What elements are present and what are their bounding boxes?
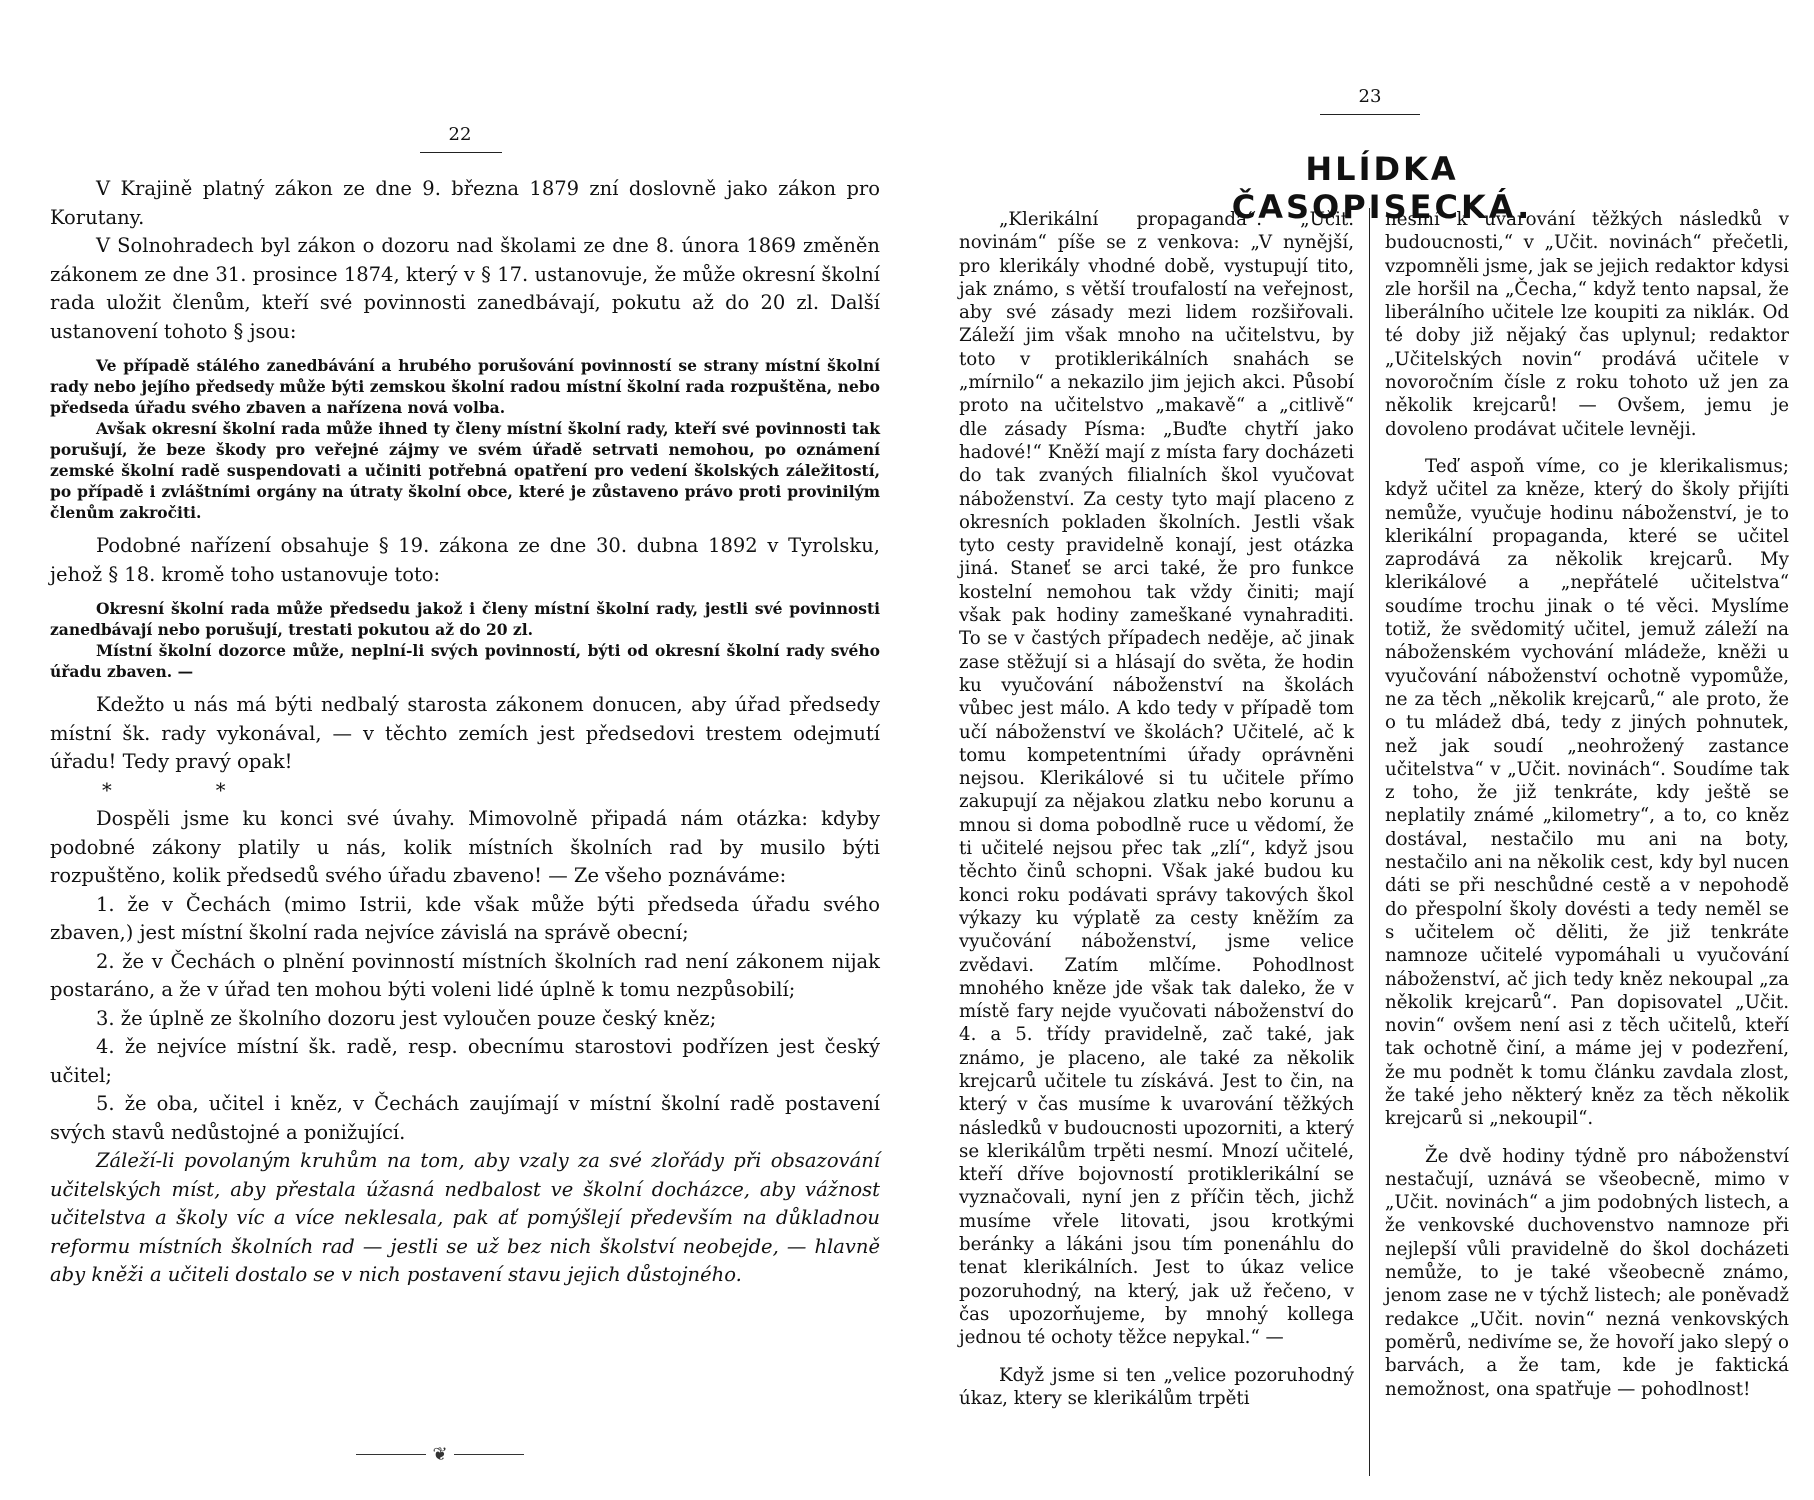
section-title: HLÍDKA ČASOPISECKÁ. (1231, 150, 1533, 226)
page-number-rule (1320, 114, 1420, 115)
paragraph: Že dvě hodiny týdně pro náboženství nestačují, uznává se všeobecně, mimo v „Učit. novinách“ a jim podobných listech, a že venkovské duchovenstvo namnoze při nejlepší vůli pravidelně do škol docházeti nemůže, to je také všeobecně známo, jenom zase ne v týchž listech; ale poněvadž redakce „Učit. novin“ nezná venkovských poměrů, nedivíme se, že hovoří jako slepý o barvách, a že tam, kde je faktická nemožnost, ona spatřuje — pohodlnost! (1385, 1145, 1789, 1400)
paragraph: Dospěli jsme ku konci své úvahy. Mimovolně připadá nám otázka: kdyby podobné zákony platily u nás, kolik místních školních rad by musilo býti rozpuštěno, kolik předsedů svého úřadu zbaveno! — Ze všeho poznáváme: (50, 807, 880, 887)
paragraph: Když jsme si ten „velice pozoruhodný úkaz, ktery se klerikálům trpěti (959, 1364, 1354, 1409)
paragraph: „Klerikální propaganda“. „Učit. novinám“ píše se z venkova: „V nynější, pro klerikály vhodné době, vystupují tito, jak známo, s větší troufalostí na veřejnost, aby své zásady mezi lidem rozšiřovali. Záleží jim však mnoho na učitelstvu, by toto v protiklerikálních snahách se „mírnilo“ a nekazilo jim jejich akci. Působí proto na učitelstvo „makavě“ a „citlivě“ dle zásady Písma: „Buďte chytří jako hadové!“ Kněží mají z místa fary docházeti do tak zvaných filialních škol vyučovat náboženství. Za cesty tyto mají placeno z okresních pokladen školních. Jestli však tyto cesty pravidelně konají, jest otázka jiná. Staneť se arci také, že pro funkce kostelní nemohou tak vždy činiti; mají však pak hodiny zameškané vynahraditi. To se v častých případech neděje, ač jinak zase stěžují si a hlásají do světa, že hodin ku vyučování náboženství na školách vůbec jest málo. A kdo tedy v případě tom učí náboženství ve školách? Učitelé, ač k tomu kompetentními úřady oprávněni nejsou. Klerikálové si tu učitele přímo zakupují za nějakou zlatku nebo korunu a mnou si doma pobodlně ruce u vědomí, že ti učitelé nejsou přec tak „zlí“, když jsou těchto činů schopni. Však jaké budou ku konci roku podávati správy takových škol výkazy ku výplatě za cesty kněžím za vyučování náboženství, jsme velice zvědavi. Zatím mlčíme. Pohodlnost mnohého kněze jde však tak daleko, že v místě fary nejde vyučovati náboženství do 4. a 5. třídy pravidelně, zač také, jak známo, je placeno, ale také za několik krejcarů učitele tu získává. Jest to čin, na který v čas musíme k uvarování těžkých následků v budoucnosti upozorniti, a který se klerikálům trpěti nesmí. Mnozí učitelé, kteří dříve bojovností protiklerikální se vyznačovali, nyní jen z příčin těch, jichž musíme vřele litovati, jsou krotkými beránky a lákáni jsou tím ponenáhlu do tenat klerikálních. Jest to úkaz velice pozoruhodný, na který, jak už řečeno, v čas upozorňujeme, by mnohý kollega jednou té ochoty těžce nepykal.“ — (959, 209, 1354, 1349)
closing-paragraph: Záleží-li povolaným kruhům na tom, aby vzaly za své zlořády při obsazování učitelských míst, aby přestala úžasná nedbalost ve školní docházce, aby vážnost učitelstva a školy víc a více neklesala, pak ať pomýšlejí především na důkladnou reformu místních školních rad — jestli se už bez nich školství neobejde, — hlavně aby kněži a učiteli dostalo se v nich postavení stavu jejich důstojného. (50, 1149, 880, 1286)
quoted-law: Okresní školní rada může předsedu jakož i členy místní školní rady, jestli své povinnosti zanedbávají nebo porušují, trestati pokutou až do 20 zl. (50, 599, 880, 639)
right-page (907, 0, 1814, 1500)
paragraph: Teď aspoň víme, co je klerikalismus; když učitel za kněze, který do školy přijíti nemůže, vyučuje hodinu náboženství, je to klerikální propaganda, které se učitel zaprodává za několik krejcarů. My klerikálové a „nepřátelé učitelstva“ soudíme trochu jinak o té věci. Myslíme totiž, že svědomitý učitel, jemuž záleží na náboženském vychování mládeže, kněži u vyučování náboženství ochotně vypomůže, ne za těch „několik krejcarů,“ ale proto, že o tu mládež dbá, tedy z jiných pohnutek, než jak soudí „neohrožený zastance učitelstva“ v „Učit. novinách“. Soudíme tak z toho, že již tenkráte, kdy ještě se neplatily známé „kilometry“, a to, co kněz dostával, nestačilo mu ani na boty, nestačilo ani na několik cest, kdy byl nucen dáti se při neschůdné cestě a v nepohodě do přespolní školy dovésti a tedy neměl se s učitelem oč děliti, že již tenkráte namnoze učitelé vypomáhali u vyučování náboženství, ač jich tedy kněz nekoupal „za několik krejcarů“. Pan dopisovatel „Učit. novin“ ovšem není asi z těch učitelů, kteří tak ochotně činí, a máme jej v podezření, že mu podnět k tomu článku zavdala zlost, že také jeho některý kněz za těch několik krejcarů si „nekoupil“. (1385, 455, 1789, 1130)
column-left (959, 208, 1354, 1410)
paragraph: nesmí k uvarování těžkých následků v budoucnosti,“ v „Učit. novinách“ přečetli, vzpomněli jsme, jak se jejich redaktor kdysi zle horšil na „Čecha,“ když tento napsal, že liberálního učitele lze koupiti za nikláк. Od té doby již nějaký čas uplynul; redaktor „Učitelských novin“ prodává učitele v novoročním čísle z roku tohoto už jen za několik krejcarů! — Ovšem, jemu je dovoleno prodávat učitele levněji. (1385, 209, 1789, 440)
list-item: 3. že úplně ze školního dozoru jest vyloučen pouze český kněz; (96, 1006, 717, 1030)
paragraph: V Krajině platný zákon ze dne 9. března 1879 zní doslovně jako zákon pro Korutany. (50, 177, 880, 229)
page-number-left: 22 (448, 124, 472, 145)
list-item: 4. že nejvíce místní šk. radě, resp. obecnímu starostovi podřízen jest český učitel; (50, 1035, 880, 1087)
column-divider (1369, 208, 1370, 1476)
paragraph: V Solnohradech byl zákon o dozoru nad školami ze dne 8. února 1869 změněn zákonem ze dne 31. prosince 1874, který v § 17. ustanovuje, že může okresní školní rada uložit členům, kteří své povinnosti zanedbávají, pokutu až do 20 zl. Další ustanovení tohoto § jsou: (50, 234, 880, 343)
paragraph: Podobné nařízení obsahuje § 19. zákona ze dne 30. dubna 1892 v Tyrolsku, jehož § 18. kromě toho ustanovuje toto: (50, 534, 880, 586)
fleuron-icon: ❦ (432, 1443, 448, 1465)
left-body (50, 175, 880, 1290)
page-number-rule (420, 152, 502, 153)
list-item: 5. že oba, učitel i kněz, v Čechách zaujímají v místní školní radě postavení svých stavů nedůstojné a ponižující. (50, 1092, 880, 1144)
quoted-law: Místní školní dozorce může, neplní-li svých povinností, býti od okresní školní rady svého úřadu zbaven. — (50, 641, 880, 681)
quoted-law: Avšak okresní školní rada může ihned ty členy místní školní rady, kteří své povinnosti tak porušují, že beze škody pro veřejné zájmy ve svém úřadě setrvati nemohou, po oznámení zemské školní radě suspendovati a učiniti potřebná opatření pro vedení školských záležitostí, po případě i zvláštními orgány na útraty školní obce, které je zůstaveno právo proti provinilým členům zakročiti. (50, 419, 880, 522)
paragraph: Kdežto u nás má býti nedbalý starosta zákonem donucen, aby úřad předsedy místní šk. rady vykonával, — v těchto zemích jest předsedovi trestem odejmutí úřadu! Tedy pravý opak! (50, 693, 880, 773)
section-stars (50, 777, 880, 806)
star: * (102, 778, 112, 802)
quoted-law: Ve případě stálého zanedbávání a hrubého porušování povinností se strany místní školní rady nebo jejího předsedy může býti zemskou školní radou místní školní rada rozpuštěna, nebo předseda úřadu svého zbaven a nařízena nová volba. (50, 356, 880, 417)
page-number-right: 23 (1358, 86, 1382, 107)
column-right (1385, 208, 1789, 1401)
list-item: 1. že v Čechách (mimo Istrii, kde však může býti předseda úřadu svého zbaven,) jest místní školní rada nejvíce závislá na správě obecní; (50, 892, 880, 944)
end-ornament (340, 1443, 540, 1465)
list-item: 2. že v Čechách o plnění povinností místních školních rad není zákonem nijak postaráno, a že v úřad ten mohou býti voleni lidé úplně k tomu nezpůsobilí; (50, 949, 880, 1001)
star: * (215, 778, 226, 802)
